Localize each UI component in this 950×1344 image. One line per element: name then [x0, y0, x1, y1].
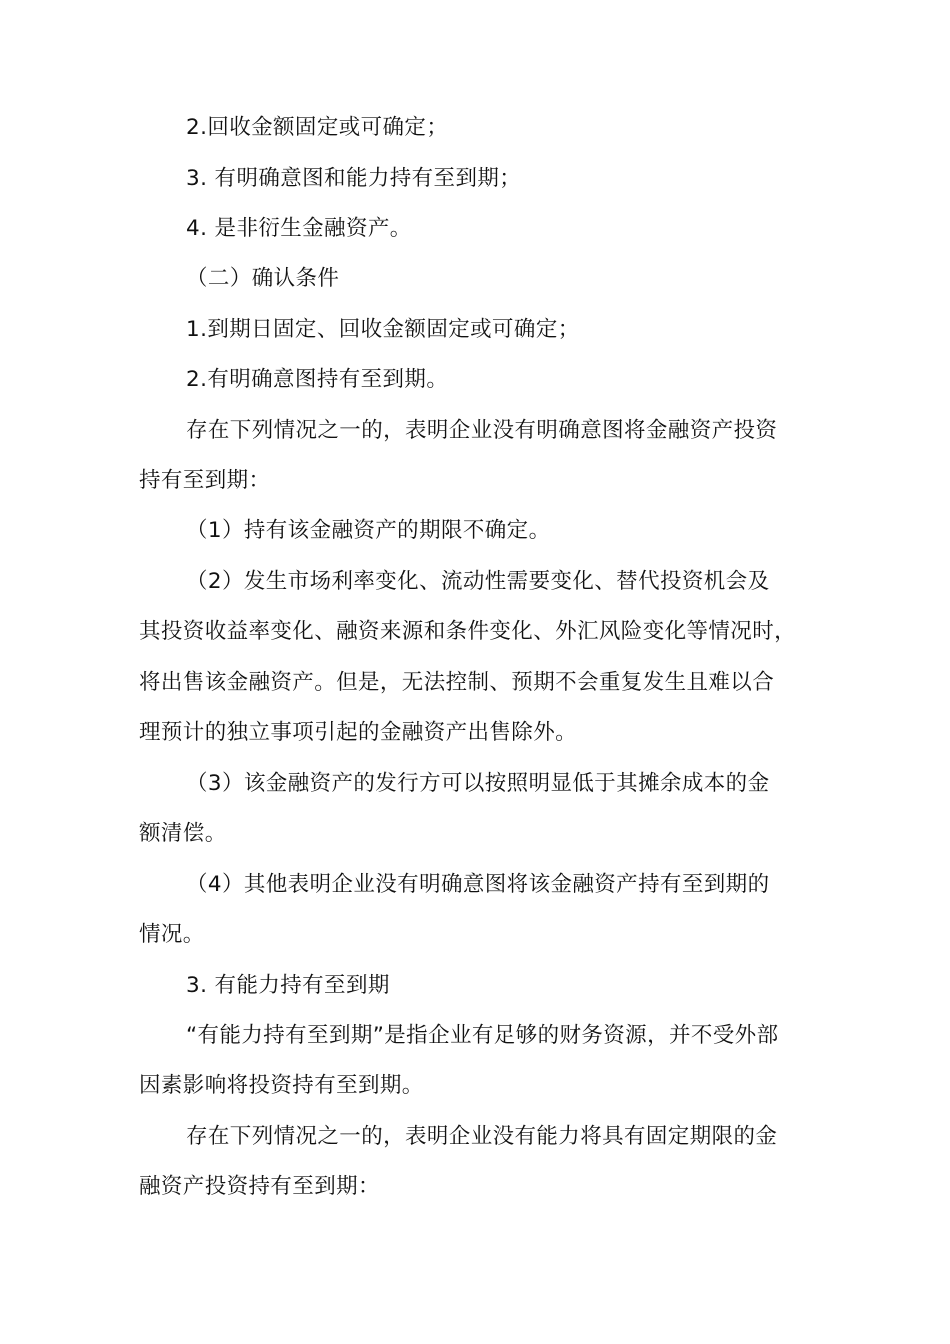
section-heading: （二）确认条件 [186, 266, 340, 291]
paragraph-line: 持有至到期： [139, 468, 271, 493]
paragraph-line: 存在下列情况之一的，表明企业没有能力将具有固定期限的金 [186, 1124, 778, 1149]
paragraph-line: 因素影响将投资持有至到期。 [139, 1073, 424, 1098]
list-item-2: 2.回收金额固定或可确定； [186, 115, 449, 140]
list-item-3: 3. 有明确意图和能力持有至到期； [186, 166, 522, 191]
subitem-2: （2）发生市场利率变化、流动性需要变化、替代投资机会及 [186, 569, 770, 594]
paragraph-line: 存在下列情况之一的，表明企业没有明确意图将金融资产投资 [186, 418, 778, 443]
numbered-heading: 3. 有能力持有至到期 [186, 973, 390, 998]
paragraph-line: 额清偿。 [139, 821, 227, 846]
condition-item-1: 1.到期日固定、回收金额固定或可确定； [186, 317, 580, 342]
list-item-4: 4. 是非衍生金融资产。 [186, 216, 412, 241]
paragraph-line: 将出售该金融资产。但是，无法控制、预期不会重复发生且难以合 [139, 670, 775, 695]
paragraph-line: 情况。 [139, 922, 205, 947]
condition-item-2: 2.有明确意图持有至到期。 [186, 367, 449, 392]
paragraph-line: 理预计的独立事项引起的金融资产出售除外。 [139, 720, 578, 745]
subitem-1: （1）持有该金融资产的期限不确定。 [186, 518, 551, 543]
subitem-4: （4）其他表明企业没有明确意图将该金融资产持有至到期的 [186, 872, 770, 897]
subitem-3: （3）该金融资产的发行方可以按照明显低于其摊余成本的金 [186, 771, 770, 796]
paragraph-line: 其投资收益率变化、融资来源和条件变化、外汇风险变化等情况时， [139, 619, 797, 644]
paragraph-line: “有能力持有至到期”是指企业有足够的财务资源，并不受外部 [186, 1023, 779, 1048]
paragraph-line: 融资产投资持有至到期： [139, 1174, 380, 1199]
